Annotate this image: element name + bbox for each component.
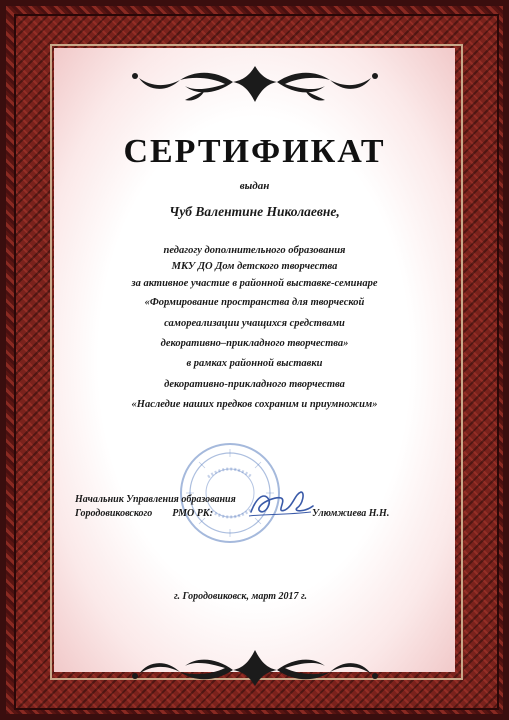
top-ornament-icon xyxy=(125,62,385,106)
bottom-ornament-icon xyxy=(125,646,385,690)
description-line: педагогу дополнительного образования xyxy=(163,245,346,256)
description-line: «Формирование пространства для творческой xyxy=(144,297,365,308)
signer-organization-line: Городовиковского РМО РК: xyxy=(75,508,213,519)
issued-label: выдан xyxy=(239,180,270,192)
certificate-title: СЕРТИФИКАТ xyxy=(123,133,386,170)
description-line: в рамках районной выставки xyxy=(186,358,323,369)
signer-position-line: Начальник Управления образования xyxy=(75,494,236,505)
signature-icon xyxy=(245,486,317,522)
description-line: за активное участие в районной выставке-семинаре xyxy=(131,278,378,289)
description-line: МКУ ДО Дом детского творчества xyxy=(171,261,338,272)
description-line: декоративно-прикладного творчества xyxy=(164,379,345,390)
description-line: «Наследие наших предков сохраним и приумножим» xyxy=(131,399,378,410)
description-line: декоративно–прикладного творчества» xyxy=(160,338,349,349)
description-line: самореализации учащихся средствами xyxy=(164,318,345,329)
place-and-date: г. Городовиковск, март 2017 г. xyxy=(174,591,308,602)
recipient-name: Чуб Валентине Николаевне, xyxy=(169,204,340,219)
signer-name: Улюмжиева Н.Н. xyxy=(312,508,390,519)
